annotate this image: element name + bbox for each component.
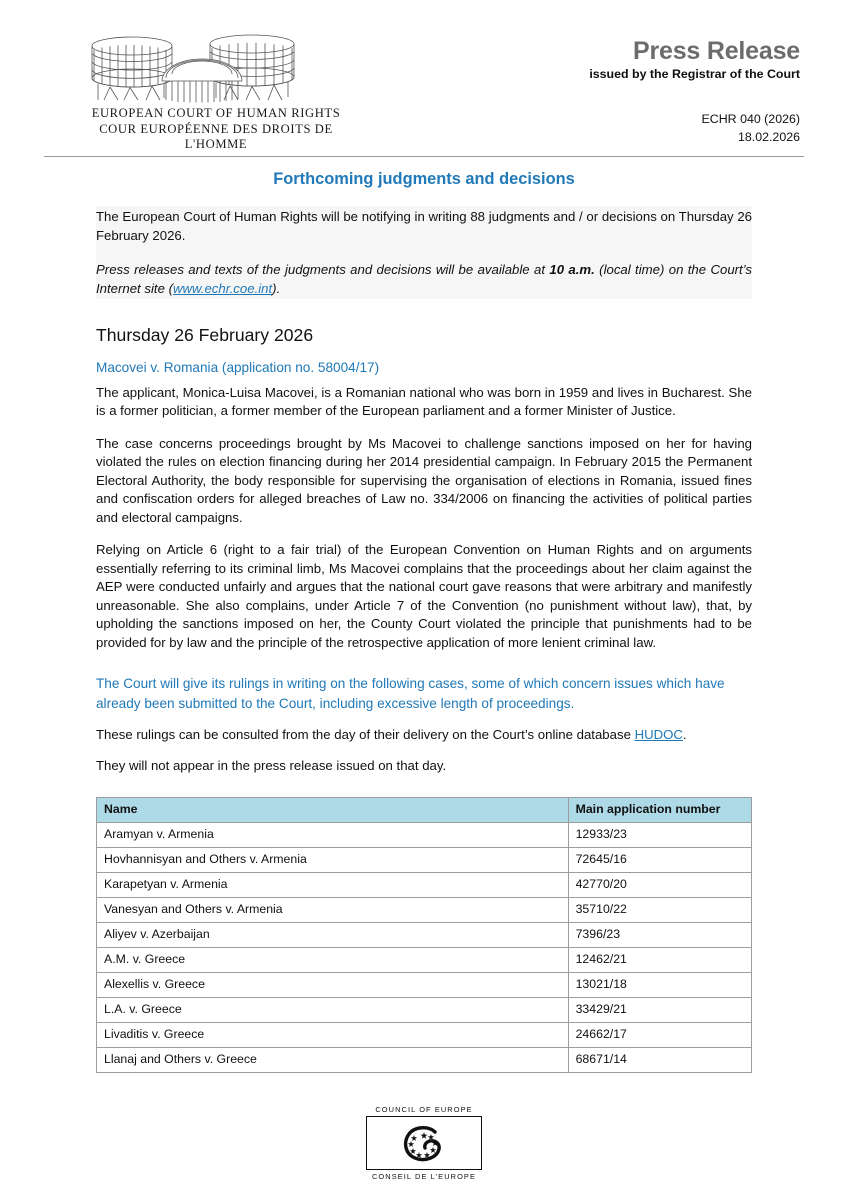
cell-case-name: Vanesyan and Others v. Armenia [97, 898, 569, 923]
table-row [97, 823, 752, 848]
column-header-application: Main application number [568, 798, 751, 823]
cell-application-number: 35710/22 [568, 898, 751, 923]
cell-case-name: Hovhannisyan and Others v. Armenia [97, 848, 569, 873]
document-footer [0, 1105, 848, 1181]
cell-application-number: 33429/21 [568, 998, 751, 1023]
date-heading: Thursday 26 February 2026 [96, 324, 314, 345]
table-row [97, 973, 752, 998]
echr-website-link[interactable]: www.echr.coe.int [172, 281, 273, 297]
availability-before: Press releases and texts of the judgments and decisions will be available at [96, 262, 550, 278]
coe-stars-emblem-icon [393, 1121, 455, 1165]
echr-reference: ECHR 040 (2026) [701, 112, 800, 127]
council-of-europe-logo [366, 1105, 482, 1181]
table-header-row [97, 798, 752, 823]
cell-case-name: L.A. v. Greece [97, 998, 569, 1023]
issued-by-label: issued by the Registrar of the Court [589, 67, 800, 82]
coe-emblem-box [366, 1116, 482, 1170]
cell-application-number: 72645/16 [568, 848, 751, 873]
case-paragraph-2: The case concerns proceedings brought by Ms Macovei to challenge sanctions imposed on her for having violated the rules on election financing during her 2014 presidential campaign. In February 2015 the Permanent Electoral Authority, the body responsible for supervising the organisation of elections in Romania, issued fines and confiscation orders for alleged breaches of Law no. 334/2006 on financing the activities of political parties and electoral campaigns. [96, 435, 752, 525]
hudoc-link[interactable]: HUDOC [634, 726, 683, 742]
cases-table-body [97, 823, 752, 1073]
coe-label-top: COUNCIL OF EUROPE [375, 1105, 473, 1114]
case-title: Macovei v. Romania (application no. 58004/17) [96, 359, 380, 375]
table-row [97, 948, 752, 973]
availability-middle: (local time) on the Court’s Internet site ( [96, 262, 752, 297]
press-note: They will not appear in the press release issued on that day. [96, 757, 447, 773]
rulings-notice: The Court will give its rulings in writing on the following cases, some of which concern issues which have already been submitted to the Court, including excessive length of proceedings. [96, 676, 725, 711]
document-body [0, 170, 848, 1073]
availability-paragraph [96, 259, 752, 298]
column-header-name: Name [97, 798, 569, 823]
echr-building-icon [84, 34, 312, 106]
cell-case-name: Llanaj and Others v. Greece [97, 1048, 569, 1073]
echr-logo [48, 34, 348, 153]
table-row [97, 1048, 752, 1073]
table-row [97, 848, 752, 873]
intro-paragraph: The European Court of Human Rights will be notifying in writing 88 judgments and / or decisions on Thursday 26 February 2026. [96, 209, 752, 243]
case-paragraph-1: The applicant, Monica-Luisa Macovei, is a Romanian national who was born in 1959 and lives in Bucharest. She is a former politician, a former member of the European parliament and a former Minister of Justice. [96, 384, 752, 419]
table-row [97, 873, 752, 898]
intro-spacer [96, 245, 752, 259]
echr-logo-line-en: EUROPEAN COURT OF HUMAN RIGHTS [91, 106, 341, 120]
echr-logo-text [84, 106, 348, 153]
hudoc-note-before: These rulings can be consulted from the day of their delivery on the Court’s online database [96, 726, 635, 742]
cell-application-number: 12933/23 [568, 823, 751, 848]
header-meta [589, 34, 800, 146]
press-release-title: Press Release [633, 37, 800, 65]
cases-table-head [97, 798, 752, 823]
table-row [97, 923, 752, 948]
availability-time: 10 a.m. [549, 262, 595, 278]
release-date: 18.02.2026 [737, 129, 800, 144]
cell-application-number: 68671/14 [568, 1048, 751, 1073]
cell-case-name: Livaditis v. Greece [97, 1023, 569, 1048]
echr-logo-line-fr: COUR EUROPÉENNE DES DROITS DE L'HOMME [99, 121, 333, 152]
header-divider [44, 156, 804, 157]
cell-case-name: Aramyan v. Armenia [97, 823, 569, 848]
hudoc-note-after: . [682, 726, 687, 742]
availability-after: ). [272, 281, 281, 297]
table-row [97, 1023, 752, 1048]
cell-case-name: Aliyev v. Azerbaijan [97, 923, 569, 948]
cell-case-name: Alexellis v. Greece [97, 973, 569, 998]
case-paragraph-3: Relying on Article 6 (right to a fair trial) of the European Convention on Human Rights and on arguments essentially referring to its criminal limb, Ms Macovei complains that the proceedings about her claim against the AEP were conducted unfairly and argues that the national court gave reasons that were arbitrary and manifestly unreasonable. She also complains, under Article 7 of the Convention (no punishment without law), that, by upholding the sanctions imposed on her, the County Court violated the principle that punishments had to be provided for by law and the principle of the retrospective application of more lenient criminal law. [96, 542, 752, 650]
table-row [97, 898, 752, 923]
document-header [0, 0, 848, 152]
page-title: Forthcoming judgments and decisions [273, 170, 575, 188]
cell-application-number: 7396/23 [568, 923, 751, 948]
cell-application-number: 12462/21 [568, 948, 751, 973]
cell-application-number: 13021/18 [568, 973, 751, 998]
hudoc-note [96, 726, 752, 745]
cell-application-number: 42770/20 [568, 873, 751, 898]
table-row [97, 998, 752, 1023]
cell-case-name: Karapetyan v. Armenia [97, 873, 569, 898]
intro-block [96, 206, 752, 299]
cell-case-name: A.M. v. Greece [97, 948, 569, 973]
coe-label-bottom: CONSEIL DE L’EUROPE [371, 1172, 476, 1181]
cases-table [96, 797, 752, 1073]
cell-application-number: 24662/17 [568, 1023, 751, 1048]
